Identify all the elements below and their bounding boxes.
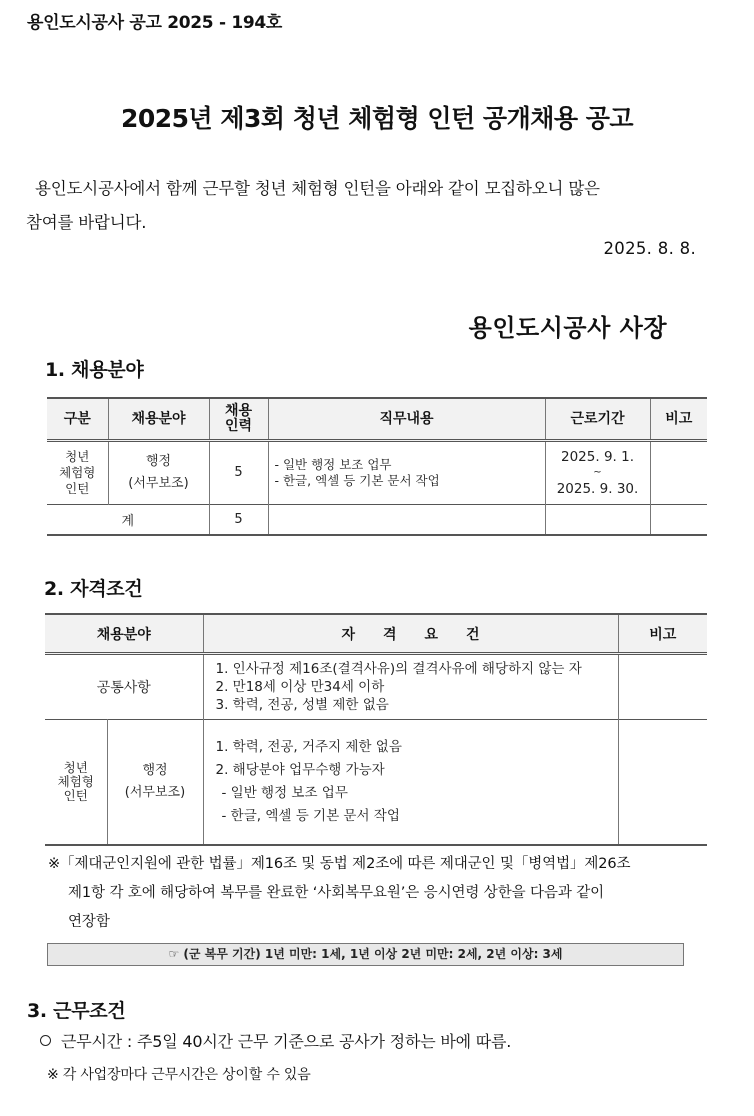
header-period: 근로기간	[545, 398, 650, 441]
note-line: 연장함	[68, 914, 110, 930]
common-remarks	[618, 654, 707, 720]
note-line: 제1항 각 호에 해당하여 복무를 완료한 ‘사회복무요원’은 응시연령 상한을 다음과 같이	[68, 885, 605, 901]
header-headcount-line1: 채용	[224, 403, 253, 419]
category-line: 청년	[65, 449, 90, 464]
work-hours-item	[40, 1029, 511, 1052]
header-remarks: 비고	[650, 398, 707, 441]
header-headcount-line2: 인력	[224, 418, 253, 434]
work-hours-text: 근무시간 : 주5일 40시간 근무 기준으로 공사가 정하는 바에 따름.	[61, 1032, 512, 1051]
duty-item: - 일반 행정 보조 업무	[274, 457, 392, 472]
common-requirements	[203, 654, 618, 720]
category-line: 체험형	[59, 465, 96, 480]
requirement-item: 2. 만18세 이상 만34세 이하	[215, 679, 385, 695]
section-heading-work-conditions: 3. 근무조건	[27, 1000, 126, 1022]
total-remarks-empty	[650, 505, 707, 536]
intern-remarks	[618, 720, 707, 846]
duty-item: - 한글, 엑셀 등 기본 문서 작업	[274, 473, 440, 488]
table-row	[45, 720, 707, 846]
category-cell	[45, 720, 107, 846]
intro-line-2: 참여를 바랍니다.	[26, 213, 147, 232]
header-remarks: 비고	[618, 614, 707, 654]
requirement-item: 1. 인사규정 제16조(결격사유)의 결격사유에 해당하지 않는 자	[215, 661, 582, 677]
intern-requirements	[203, 720, 618, 846]
field-line: 행정	[142, 763, 168, 778]
category-line: 체험형	[57, 774, 94, 789]
note-line: ※「제대군인지원에 관한 법률」제16조 및 동법 제2조에 따른 제대군인 및「병역법」제26조	[48, 856, 631, 872]
duties-cell	[268, 441, 545, 505]
header-headcount	[209, 398, 268, 441]
total-period-empty	[545, 505, 650, 536]
total-row	[47, 505, 707, 536]
circle-bullet-icon	[40, 1035, 51, 1046]
section-heading-recruitment: 1. 채용분야	[45, 359, 144, 381]
announcement-date: 2025. 8. 8.	[603, 239, 696, 258]
requirement-item: 3. 학력, 전공, 성별 제한 없음	[215, 697, 389, 713]
doc-number: 용인도시공사 공고 2025 - 194호	[27, 13, 283, 33]
requirement-subitem: - 한글, 엑셀 등 기본 문서 작업	[221, 808, 400, 824]
signer: 용인도시공사 사장	[468, 314, 667, 342]
age-extension-box: ☞ (군 복무 기간) 1년 미만: 1세, 1년 이상 2년 미만: 2세, 2년 이상: 3세	[47, 943, 684, 966]
category-line: 인턴	[65, 481, 90, 496]
period-start: 2025. 9. 1.	[561, 449, 634, 465]
headcount-cell: 5	[209, 441, 268, 505]
period-separator: ~	[593, 467, 602, 478]
category-line: 인턴	[63, 788, 88, 803]
requirement-item: 2. 해당분야 업무수행 가능자	[215, 762, 385, 778]
common-label: 공통사항	[45, 654, 203, 720]
period-cell	[545, 441, 650, 505]
remarks-cell	[650, 441, 707, 505]
field-line: (서무보조)	[124, 785, 186, 800]
requirement-subitem: - 일반 행정 보조 업무	[221, 785, 348, 801]
field-line: (서무보조)	[128, 476, 189, 491]
header-duties: 직무내용	[268, 398, 545, 441]
period-end: 2025. 9. 30.	[556, 481, 639, 497]
field-cell	[107, 720, 203, 846]
category-cell	[47, 441, 108, 505]
recruitment-table	[47, 397, 707, 536]
intro-paragraph	[26, 172, 716, 240]
work-hours-note: ※ 각 사업장마다 근무시간은 상이할 수 있음	[47, 1067, 311, 1083]
field-line: 행정	[145, 454, 172, 469]
qualifications-table	[45, 613, 707, 846]
header-field: 채용분야	[45, 614, 203, 654]
header-requirements: 자 격 요 건	[203, 614, 618, 654]
total-label: 계	[47, 505, 209, 536]
category-line: 청년	[63, 760, 88, 775]
field-cell	[108, 441, 209, 505]
page-title: 2025년 제3회 청년 체험형 인턴 공개채용 공고	[120, 104, 634, 133]
veteran-age-note	[48, 850, 718, 937]
requirement-item: 1. 학력, 전공, 거주지 제한 없음	[215, 739, 402, 755]
header-field: 채용분야	[108, 398, 209, 441]
section-heading-qualifications: 2. 자격조건	[44, 578, 143, 600]
table-row	[45, 654, 707, 720]
intro-line-1: 용인도시공사에서 함께 근무할 청년 체험형 인턴을 아래와 같이 모집하오니 많은	[35, 179, 600, 198]
total-duties-empty	[268, 505, 545, 536]
header-category: 구분	[47, 398, 108, 441]
total-headcount: 5	[209, 505, 268, 536]
table-row	[47, 441, 707, 505]
